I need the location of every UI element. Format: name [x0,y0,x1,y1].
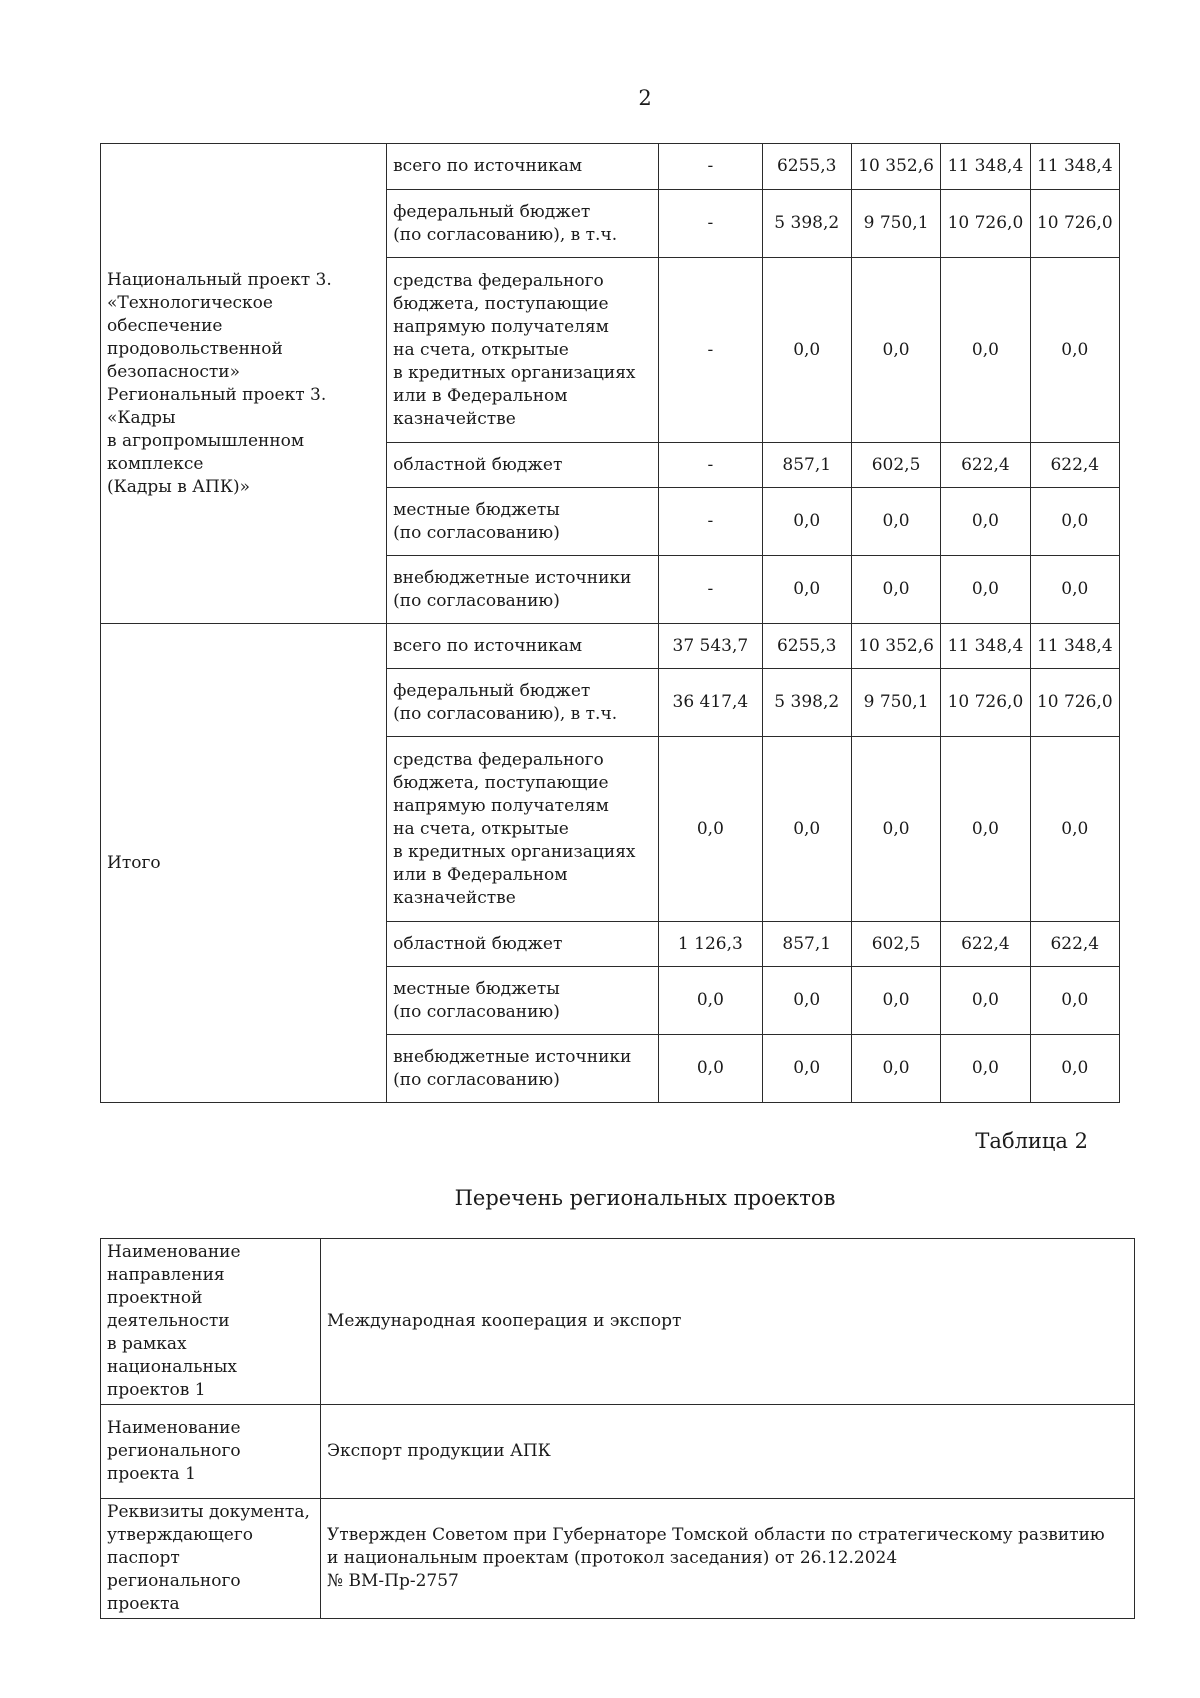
row-label: Реквизиты документа, утверждающего паспорт регионального проекта [101,1499,321,1619]
source-label: внебюджетные источники (по согласованию) [387,556,659,624]
value-cell: 0,0 [1030,488,1119,556]
value-cell: 0,0 [941,488,1030,556]
table-row [101,1405,1135,1499]
source-label: федеральный бюджет (по согласованию), в т.ч. [387,190,659,258]
value-cell: - [659,190,762,258]
value-cell: 10 352,6 [851,624,940,669]
value-cell: 6255,3 [762,144,851,190]
value-cell: 622,4 [1030,443,1119,488]
table-row [101,1239,1135,1405]
table-row [101,1499,1135,1619]
value-cell: 622,4 [941,922,1030,967]
source-label: областной бюджет [387,443,659,488]
projects-table [100,1238,1135,1619]
value-cell: 0,0 [941,1035,1030,1103]
value-cell: 0,0 [851,737,940,922]
value-cell: 602,5 [851,922,940,967]
value-cell: 9 750,1 [851,190,940,258]
value-cell: 0,0 [851,1035,940,1103]
value-cell: 0,0 [762,258,851,443]
value-cell: 10 726,0 [941,190,1030,258]
value-cell: 0,0 [1030,1035,1119,1103]
value-cell: 0,0 [659,1035,762,1103]
value-cell: 11 348,4 [941,624,1030,669]
page-number: 2 [638,86,652,110]
row-label: Наименование регионального проекта 1 [101,1405,321,1499]
value-cell: 0,0 [851,967,940,1035]
row-label: Наименование направления проектной деятельности в рамках национальных проектов 1 [101,1239,321,1405]
row-value: Международная кооперация и экспорт [321,1239,1135,1405]
value-cell: 0,0 [659,967,762,1035]
value-cell: 857,1 [762,922,851,967]
source-label: всего по источникам [387,624,659,669]
value-cell: 6255,3 [762,624,851,669]
value-cell: 0,0 [1030,967,1119,1035]
table-title: Перечень региональных проектов [454,1186,836,1210]
value-cell: 11 348,4 [1030,624,1119,669]
source-label: всего по источникам [387,144,659,190]
value-cell: 9 750,1 [851,669,940,737]
value-cell: 0,0 [659,737,762,922]
value-cell: 0,0 [941,967,1030,1035]
source-label: внебюджетные источники (по согласованию) [387,1035,659,1103]
project-label: Национальный проект 3. «Технологическое обеспечение продовольственной безопасности» Региональный проект 3. «Кадры в агропромышленном комплексе (Кадры в АПК)» [101,144,387,624]
value-cell: 602,5 [851,443,940,488]
value-cell: 0,0 [851,556,940,624]
value-cell: 0,0 [762,967,851,1035]
value-cell: 0,0 [762,556,851,624]
value-cell: 0,0 [1030,556,1119,624]
value-cell: 0,0 [851,488,940,556]
source-label: федеральный бюджет (по согласованию), в т.ч. [387,669,659,737]
source-label: областной бюджет [387,922,659,967]
table-row [101,144,1120,190]
value-cell: 36 417,4 [659,669,762,737]
source-label: средства федерального бюджета, поступающие напрямую получателям на счета, открытые в кредитных организациях или в Федеральном казначействе [387,737,659,922]
value-cell: 0,0 [941,737,1030,922]
value-cell: 0,0 [762,1035,851,1103]
value-cell: 0,0 [941,556,1030,624]
value-cell: 0,0 [762,737,851,922]
value-cell: 0,0 [941,258,1030,443]
value-cell: 857,1 [762,443,851,488]
value-cell: 1 126,3 [659,922,762,967]
table-caption: Таблица 2 [975,1129,1088,1153]
value-cell: - [659,556,762,624]
total-label: Итого [101,624,387,1103]
value-cell: 37 543,7 [659,624,762,669]
value-cell: - [659,443,762,488]
value-cell: 0,0 [1030,258,1119,443]
value-cell: 622,4 [941,443,1030,488]
value-cell: 11 348,4 [1030,144,1119,190]
value-cell: 0,0 [762,488,851,556]
value-cell: 10 352,6 [851,144,940,190]
row-value: Экспорт продукции АПК [321,1405,1135,1499]
value-cell: 10 726,0 [1030,669,1119,737]
table-row [101,624,1120,669]
value-cell: 10 726,0 [1030,190,1119,258]
value-cell: 0,0 [851,258,940,443]
source-label: средства федерального бюджета, поступающие напрямую получателям на счета, открытые в кредитных организациях или в Федеральном казначействе [387,258,659,443]
value-cell: - [659,488,762,556]
value-cell: - [659,258,762,443]
value-cell: 10 726,0 [941,669,1030,737]
value-cell: 5 398,2 [762,190,851,258]
value-cell: 622,4 [1030,922,1119,967]
source-label: местные бюджеты (по согласованию) [387,488,659,556]
value-cell: - [659,144,762,190]
source-label: местные бюджеты (по согласованию) [387,967,659,1035]
value-cell: 5 398,2 [762,669,851,737]
value-cell: 0,0 [1030,737,1119,922]
value-cell: 11 348,4 [941,144,1030,190]
row-value: Утвержден Советом при Губернаторе Томской области по стратегическому развитию и национальным проектам (протокол заседания) от 26.12.2024 № ВМ-Пр-2757 [321,1499,1135,1619]
funding-table [100,143,1120,1103]
